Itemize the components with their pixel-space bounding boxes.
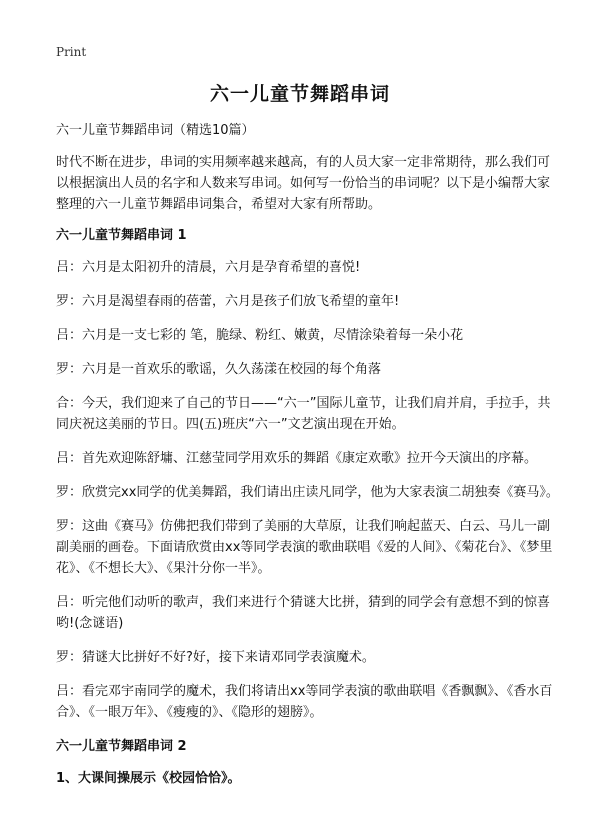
script-line: 罗：六月是一首欢乐的歌谣，久久荡漾在校园的每个角落 <box>56 362 382 377</box>
document-body <box>56 120 560 800</box>
script-line: 吕：六月是太阳初升的清晨，六月是孕育希望的喜悦! <box>56 260 361 275</box>
print-label[interactable]: Print <box>56 45 87 59</box>
script-line: 罗：欣赏完xx同学的优美舞蹈，我们请出庄读凡同学，他为大家表演二胡独奏《赛马》。 <box>56 485 559 500</box>
intro-paragraph: 时代不断在进步，串词的实用频率越来越高，有的人员大家一定非常期待，那么我们可以根据演出人员的名字和人数来写串词。如何写一份恰当的串词呢？以下是小编帮大家整理的六一儿童节舞蹈串词集合，希望对大家有所帮助。 <box>56 155 551 212</box>
script-line: 合：今天，我们迎来了自己的节日——“六一”国际儿童节，让我们肩并肩，手拉手，共同庆祝这美丽的节日。四(五)班庆“六一”文艺演出现在开始。 <box>56 396 551 432</box>
script-line: 罗：猜谜大比拼好不好?好，接下来请邓同学表演魔术。 <box>56 650 375 665</box>
script-line: 罗：这曲《赛马》仿佛把我们带到了美丽的大草原，让我们响起蓝天、白云、马儿一副副美丽的画卷。下面请欣赏由xx等同学表演的歌曲联唱《爱的人间》、《菊花台》、《梦里花》、《不想长大》、《果汁分你一半》。 <box>56 519 553 576</box>
section-heading-2: 六一儿童节舞蹈串词 2 <box>56 739 187 754</box>
script-line: 吕：首先欢迎陈舒墉、江慈莹同学用欢乐的舞蹈《康定欢歌》拉开今天演出的序幕。 <box>56 451 538 466</box>
page-title: 六一儿童节舞蹈串词 <box>209 83 390 105</box>
document-subtitle: 六一儿童节舞蹈串词（精选10篇） <box>56 123 255 138</box>
script-line: 罗：六月是渴望春雨的蓓蕾，六月是孩子们放飞希望的童年! <box>56 294 400 309</box>
script-line: 吕：听完他们动听的歌声，我们来进行个猜谜大比拼，猜到的同学会有意想不到的惊喜哟!(念谜语) <box>56 595 551 631</box>
section-heading-1: 六一儿童节舞蹈串词 1 <box>56 228 187 243</box>
script-line: 吕：看完邓宇南同学的魔术，我们将请出xx等同学表演的歌曲联唱《香飘飘》、《香水百合》、《一眼万年》、《瘦瘦的》、《隐形的翅膀》。 <box>56 684 553 720</box>
script-line: 吕：六月是一支七彩的 笔，脆绿、粉红、嫩黄，尽情涂染着每一朵小花 <box>56 328 464 343</box>
section-item: 1、大课间操展示《校园恰恰》。 <box>56 771 241 786</box>
